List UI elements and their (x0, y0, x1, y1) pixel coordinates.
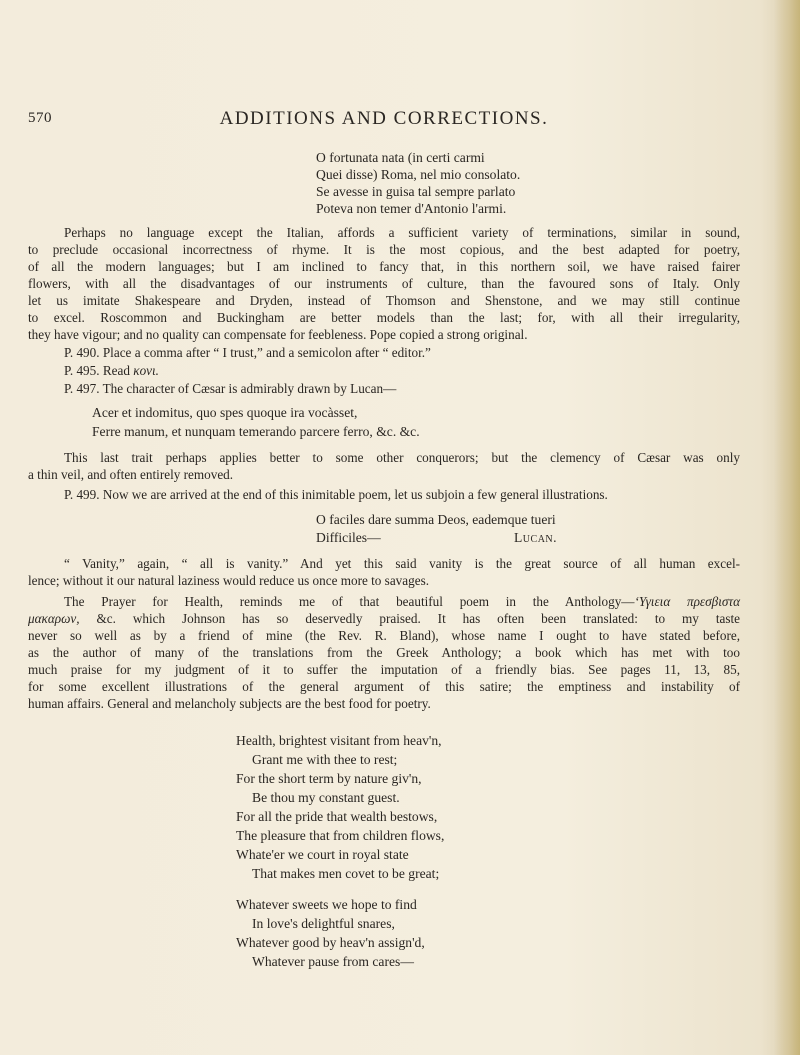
english-verse-line: Whatever good by heav'n assign'd, (236, 935, 425, 950)
english-verse-line: Grant me with thee to rest; (252, 752, 398, 767)
text-line: Perhaps no language except the Italian, affords a sufficient variety of terminations, similar in sound, (64, 225, 740, 240)
text-span: &c. which Johnson has so deservedly praised. It has often been translated: to my taste (79, 611, 740, 626)
page-number: 570 (28, 110, 52, 126)
text-line: of all the modern languages; but I am inclined to fancy that, in this northern soil, we have raised fairer (28, 259, 740, 274)
text-line: never so well as by a friend of mine (the Rev. R. Bland), whose name I ought to have stated before, (28, 628, 740, 643)
lucan-attribution: Lucan. (514, 530, 558, 545)
entry-p490: P. 490. Place a comma after “ I trust,” and a semicolon after “ editor.” (64, 345, 431, 360)
english-verse-line: Whatever sweets we hope to find (236, 897, 417, 912)
english-verse-line: Whatever pause from cares— (252, 954, 414, 969)
text-line: they have vigour; and no quality can compensate for feebleness. Pope copied a strong original. (28, 327, 528, 342)
text-span: The Prayer for Health, reminds me of that beautiful poem in the Anthology— (64, 594, 635, 609)
text-line: to excel. Roscommon and Buckingham are better models than the last; for, with all their irregularity, (28, 310, 740, 325)
english-verse-line: Health, brightest visitant from heav'n, (236, 733, 442, 748)
page-edge-shadow (774, 0, 800, 1055)
text-line: human affairs. General and melancholy subjects are the best food for poetry. (28, 696, 431, 711)
running-head: ADDITIONS AND CORRECTIONS. (219, 108, 549, 129)
text-line: let us imitate Shakespeare and Dryden, instead of Thomson and Shenstone, and we may still continue (28, 293, 740, 308)
text-line (28, 610, 740, 627)
italian-verse-line: O fortunata nata (in certi carmi (316, 150, 485, 165)
english-verse-line: Whate'er we court in royal state (236, 847, 409, 862)
text-line: much praise for my judgment of it to suffer the imputation of a friendly bias. See pages 11, 13, 85, (28, 662, 740, 677)
text-line: flowers, with all the disadvantages of our instruments of culture, than the favoured sons of Italy. Only (28, 276, 740, 291)
italian-verse-line: Quei disse) Roma, nel mio consolato. (316, 167, 521, 182)
italian-verse-line: Se avesse in guisa tal sempre parlato (316, 184, 516, 199)
text-line: a thin veil, and often entirely removed. (28, 467, 234, 482)
entry-p499: P. 499. Now we are arrived at the end of this inimitable poem, let us subjoin a few general illustrations. (64, 487, 608, 502)
lucan-verse-line: Ferre manum, et nunquam temerando parcere ferro, &c. &c. (92, 424, 420, 439)
lucan-verse-line: Acer et indomitus, quo spes quoque ira vocàsset, (92, 405, 358, 420)
english-verse-line: For all the pride that wealth bestows, (236, 809, 438, 824)
entry-p497: P. 497. The character of Cæsar is admirably drawn by Lucan— (64, 381, 397, 396)
text-line: lence; without it our natural laziness would reduce us once more to savages. (28, 573, 429, 588)
greek-text: μακαρων, (28, 611, 80, 626)
text-line: as the author of many of the translations from the Greek Anthology; a book which has met with too (28, 645, 740, 660)
text-line: to preclude occasional incorrectness of rhyme. It is the most copious, and the best adapted for poetry, (28, 242, 740, 257)
text-line: This last trait perhaps applies better to some other conquerors; but the clemency of Cæsar was only (64, 450, 740, 465)
page-header (28, 108, 740, 134)
greek-text: ‘Υγιεια πρεσβιστα (634, 594, 741, 609)
english-verse-line: The pleasure that from children flows, (236, 828, 445, 843)
english-verse-line: Be thou my constant guest. (252, 790, 400, 805)
english-verse-line: In love's delightful snares, (252, 916, 395, 931)
english-verse-line: That makes men covet to be great; (252, 866, 440, 881)
entry-p495-label: P. 495. Read (64, 363, 134, 378)
lucan-quote-line: O faciles dare summa Deos, eademque tueri (316, 512, 556, 527)
text-line: for some excellent illustrations of the general argument of this satire; the emptiness and instability of (28, 679, 740, 694)
entry-p495-greek: κονι. (133, 363, 159, 378)
italian-verse-line: Poteva non temer d'Antonio l'armi. (316, 201, 507, 216)
text-line: “ Vanity,” again, “ all is vanity.” And yet this said vanity is the great source of all human excel- (64, 556, 740, 571)
english-verse-line: For the short term by nature giv'n, (236, 771, 422, 786)
text-line (28, 593, 740, 610)
entry-p495 (64, 363, 159, 379)
lucan-quote-line: Difficiles— (316, 530, 381, 545)
